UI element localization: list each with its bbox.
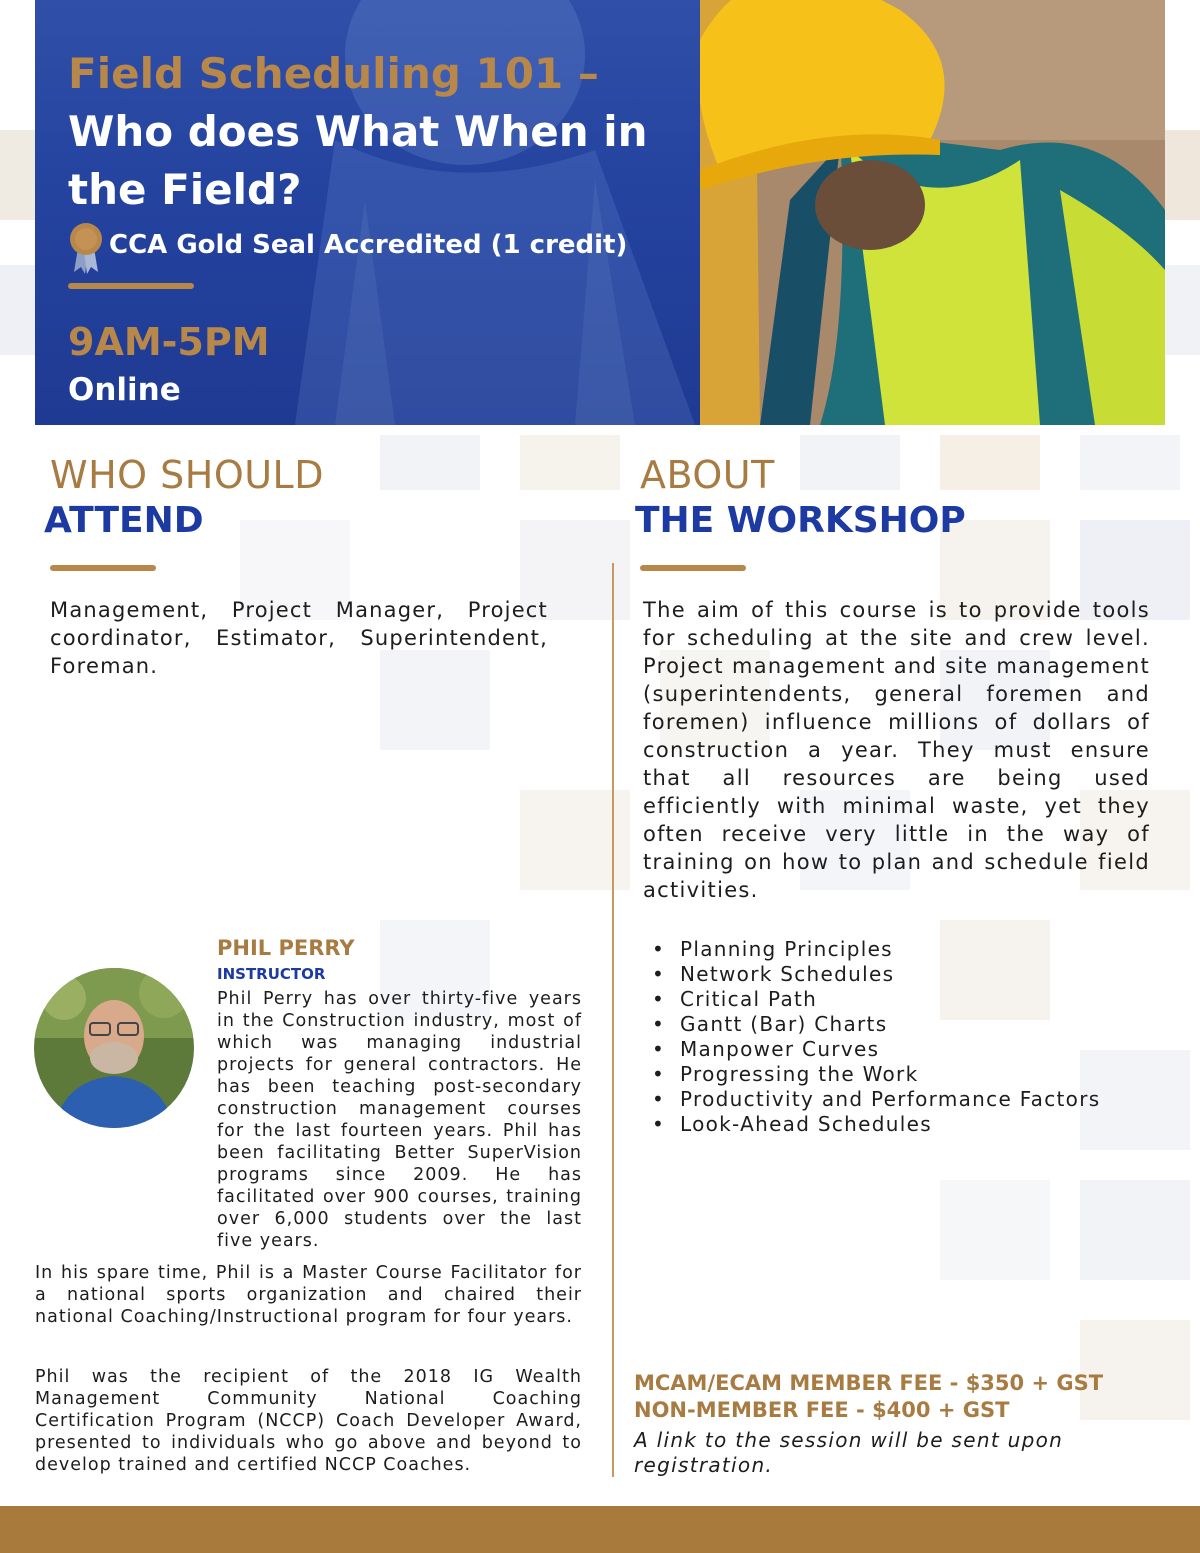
instructor-name: PHIL PERRY	[217, 936, 355, 960]
who-heading-rule	[50, 565, 156, 571]
hero-blue-panel	[35, 0, 700, 425]
registration-note: A link to the session will be sent upon registration.	[634, 1428, 1064, 1477]
topic-item	[652, 1012, 1112, 1037]
who-heading-light: WHO SHOULD	[50, 453, 324, 497]
topic-label: Manpower Curves	[680, 1037, 880, 1061]
who-attend-text: Management, Project Manager, Project coordinator, Estimator, Superintendent, Foreman.	[50, 598, 548, 678]
title-line-2: Who does What When in	[68, 107, 648, 156]
hero-banner	[35, 0, 1165, 425]
accreditation-label: CCA Gold Seal Accredited (1 credit)	[109, 230, 628, 260]
topic-label: • Productivity and Performance Factors	[680, 1087, 1101, 1111]
event-time: 9AM-5PM	[68, 320, 270, 364]
topic-label: Look-Ahead Schedules	[680, 1112, 932, 1136]
title-line-3: the Field?	[68, 165, 302, 214]
topic-label: Planning Principles	[680, 937, 893, 961]
instructor-avatar	[34, 968, 194, 1128]
about-heading-rule	[640, 565, 746, 571]
nonmember-fee: NON-MEMBER FEE - $400 + GST	[634, 1398, 1010, 1422]
event-location: Online	[68, 372, 181, 408]
topic-item	[652, 987, 1112, 1012]
topic-label: Progressing the Work	[680, 1062, 919, 1086]
topic-item	[652, 1112, 1112, 1137]
instructor-bio-1: Phil Perry has over thirty-five years in the Construction industry, most of which was managing industrial projects for general contractors. He has been teaching post-secondary construction management courses for the last fourteen years. Phil has been facilitating Better SuperVision programs since 2009. He has facilitated over 900 courses, training over 6,000 students over the last five years.	[217, 989, 582, 1251]
instructor-role: INSTRUCTOR	[217, 965, 326, 983]
topic-label: Gantt (Bar) Charts	[680, 1012, 888, 1036]
about-heading-light: ABOUT	[640, 453, 775, 497]
construction-worker-photo	[700, 0, 1165, 425]
instructor-bio-3: Phil was the recipient of the 2018 IG Wealth Management Community National Coaching Certification Program (NCCP) Coach Developer Award, presented to individuals who go above and beyond to develop trained and certified NCCP Coaches.	[35, 1367, 582, 1475]
topic-label: Critical Path	[680, 987, 818, 1011]
award-medal-icon	[68, 222, 104, 276]
topic-item	[652, 937, 1112, 962]
who-heading-bold: ATTEND	[44, 500, 204, 541]
worker-illustration	[700, 0, 1165, 425]
footer-bar	[0, 1506, 1200, 1553]
about-workshop-text: The aim of this course is to provide tools for scheduling at the site and crew level. Project management and site management (superintendents, general foremen and foremen) influence millions of dollars of construction a year. They must ensure that all resources are being used efficiently with minimal waste, yet they often receive very little in the way of training on how to plan and schedule field activities.	[643, 598, 1150, 902]
instructor-bio-2: In his spare time, Phil is a Master Course Facilitator for a national sports organization and chaired their national Coaching/Instructional program for four years.	[35, 1263, 582, 1327]
instructor-photo	[34, 968, 194, 1128]
topic-label: Network Schedules	[680, 962, 895, 986]
topic-item	[652, 962, 1112, 987]
topic-item	[652, 1087, 1112, 1112]
topic-item	[652, 1062, 1112, 1087]
title-line-1: Field Scheduling 101 –	[68, 49, 599, 98]
member-fee: MCAM/ECAM MEMBER FEE - $350 + GST	[634, 1371, 1104, 1395]
topic-list	[652, 937, 1112, 1137]
topic-item	[652, 1037, 1112, 1062]
hero-divider	[68, 283, 194, 289]
column-divider	[612, 563, 614, 1477]
about-heading-bold: THE WORKSHOP	[635, 500, 966, 541]
